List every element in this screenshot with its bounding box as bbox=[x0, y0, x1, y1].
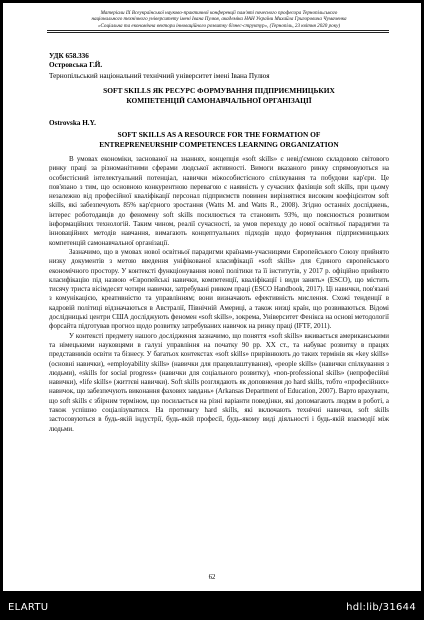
paragraph-2: Зазначимо, що в умовах нової освітньої парадигми країнами-учасницями Європейського Союзу прийнято низку документів з метою введення уніфікованої класифікації «soft skills» для Єдиного європейського економічного простору. У контексті функціонування нової політики та її інститутів, у 2017 р. офіційно прийнято класифікацію під назвою «Європейські навички, компетенції, кваліфікації і види занять» (ESCO), що містить тисячу триста вісімдесят чотири навички, затребувані ринком праці (ESCO Handbook, 2017). Ці навички, пов'язані з комунікацією, креативністю та управлінням; вони визначають ефективність мислення. Схожі тенденції в кадровій політиці відзначаються в Австралії, Північній Америці, а також низці країн, що розвиваються. Відомі дослідницькі центри США досліджують феномен «soft skills», зокрема, Університет Феніксa на основі методології форсайта підготував прогноз щодо розвитку затребуваних навичок на ринку праці (IFTF, 2011). bbox=[49, 247, 389, 331]
title-ua-line-1: SOFT SKILLS ЯК РЕСУРС ФОРМУВАННЯ ПІДПРИЄМНИЦЬКИХ bbox=[103, 86, 335, 95]
header-line-2: національного технічного університету імені Івана Пулюя, академіка НАН України Михайла Григоровича Чумаченка bbox=[91, 16, 347, 23]
author-ua: Островська Г.Й. bbox=[49, 61, 103, 69]
title-en-line-2: ENTREPRENEURSHIP COMPETENCES LEARNING ORGANIZATION bbox=[99, 139, 339, 149]
header-line-3: «Соціальна та економічна вектори інноваційного розвитку бізнес-структур», (Тернопіль, 23 квітня 2020 року) bbox=[97, 22, 341, 29]
paragraph-3: У контексті предмету нашого дослідження зазначимо, що поняття «soft skills» вживається американськими та німецькими науковцями в галузі управління на початку 90 рр. XX ст., та набуває розвитку в працях представників освіти та бізнесу. У багатьох контекстах «soft skills» прирівнюють до таких термінів як «key skills» (основні навички), «employability skills» (навички для працевлаштування), «people skills» (навички спілкування з людьми), «skills for social progress» (навички для соціального розвитку), «non-professional skills» (непрофесійні навички), «life skills» (життєві навички). Soft skills розглядають як доповнення до hard skills, тобто «професійних» навичок, що забезпечують виконання фахових завдань» (Arkansas Department of Education, 2007). Варто врахувати, що soft skills є збірним терміном, що посилається на різні варіанти поведінки, які допомагають людям в роботі, а також успішно соціалізуватися. На противагу hard skills, які включають технічні навички, soft skills застосовуються в будь-якій індустрії, будь-якій професії, будь-якому виді діяльності і будь-якій взаємодії між людьми. bbox=[49, 331, 389, 433]
author-en: Ostrovska H.Y. bbox=[49, 119, 96, 127]
conference-header bbox=[49, 10, 389, 29]
document-page bbox=[3, 3, 421, 591]
udc-code: УДК 658.336 bbox=[49, 52, 89, 60]
paragraph-1: В умовах економіки, заснованої на знаннях, концепція «soft skills» є невід'ємною складовою світового ринку праці за різноманітними сферами людської активності. Вимоги вказаного ринку спрямовуються на особистісний інтелектуальний потенціал, навички міжособистісного спілкування та побудови кар'єри. Це пов'язано з тим, що основною конкурентною перевагою є наявність у сучасних фахівців soft skills, при цьому незалежно від професійної кваліфікації персонал підприємств повинен вирізнятися високим коефіцієнтом soft skills, які забезпечують 85% кар'єрного зростання (Watts M. and Watts R., 2008). Згідно останніх досліджень, інтерес роботодавців до феномену soft skills посилюється та становить 93%, що пояснюється розвитком інформаційних технологій. Таким чином, реалії сучасності, за умов переходу до нової освітньої парадигми та інноваційних методів навчання, вимагають концептуальних підходів щодо формування підприємницьких компетенцій самонавчальної організації. bbox=[49, 155, 389, 247]
page-number: 62 bbox=[208, 574, 216, 581]
footer-handle: hdl:lib/31644 bbox=[346, 602, 416, 613]
header-rule-top bbox=[47, 30, 389, 31]
footer-repository-name: ELARTU bbox=[8, 602, 49, 613]
header-rule-bottom bbox=[47, 32, 389, 33]
title-ua bbox=[63, 86, 375, 105]
affiliation: Тернопільський національний технічний університет імені Івана Пулюя bbox=[49, 72, 270, 80]
header-line-1: Матеріали IX Всеукраїнської науково-практичної конференції пам'яті почесного професора Тернопільського bbox=[100, 10, 338, 16]
title-ua-line-2: КОМПЕТЕНЦІЙ САМОНАВЧАЛЬНОЇ ОРГАНІЗАЦІЇ bbox=[126, 95, 312, 105]
body-text bbox=[49, 155, 389, 434]
title-en bbox=[63, 130, 375, 149]
title-en-line-1: SOFT SKILLS AS A RESOURCE FOR THE FORMATION OF bbox=[117, 130, 321, 139]
